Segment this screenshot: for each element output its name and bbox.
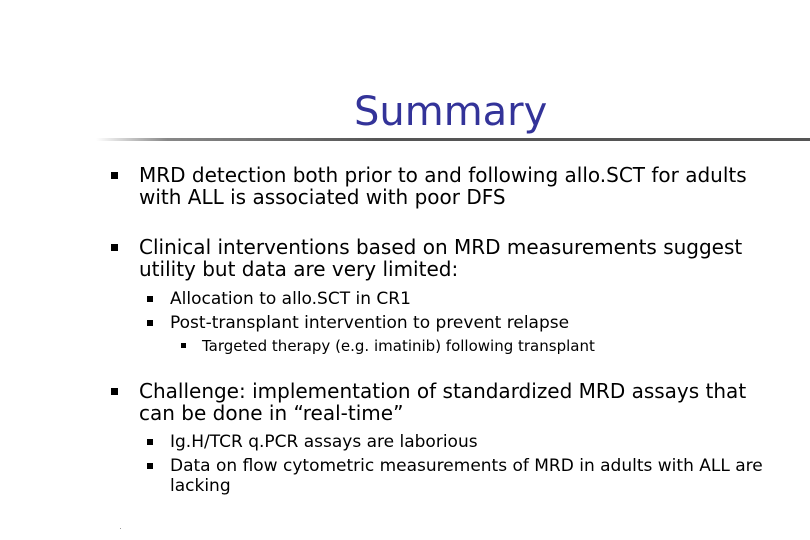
title-divider — [96, 138, 810, 141]
bullet-2-line-2: utility but data are very limited: — [139, 257, 459, 281]
bullet-marker — [111, 244, 118, 251]
bullet-3-line-1: Challenge: implementation of standardized MRD assays that — [139, 379, 747, 403]
sub-bullet-marker — [147, 439, 153, 445]
sub-bullet-marker — [147, 463, 153, 469]
sub-sub-bullet-marker — [181, 343, 186, 348]
bullet-marker — [111, 388, 118, 395]
bullet-1-line-2: with ALL is associated with poor DFS — [139, 185, 506, 209]
sub-bullet-marker — [147, 320, 153, 326]
sub-bullet-marker — [147, 296, 153, 302]
slide-title: Summary — [354, 89, 548, 135]
bullet-1-line-1: MRD detection both prior to and following allo.SCT for adults — [139, 163, 747, 187]
bullet-2-line-1: Clinical interventions based on MRD measurements suggest — [139, 235, 743, 259]
sub-bullet-allocation: Allocation to allo.SCT in CR1 — [170, 289, 411, 309]
sub-bullet-post-transplant: Post-transplant intervention to prevent relapse — [170, 313, 570, 333]
bullet-3-line-2: can be done in “real-time” — [139, 401, 404, 425]
sub-sub-bullet-targeted-therapy: Targeted therapy (e.g. imatinib) following transplant — [202, 337, 595, 355]
sub-bullet-flow-line-1: Data on flow cytometric measurements of MRD in adults with ALL are — [170, 456, 763, 476]
sub-bullet-pcr-assays: Ig.H/TCR q.PCR assays are laborious — [170, 432, 478, 452]
sub-bullet-flow-line-2: lacking — [170, 476, 231, 496]
footer-dot — [120, 528, 121, 529]
bullet-marker — [111, 172, 118, 179]
